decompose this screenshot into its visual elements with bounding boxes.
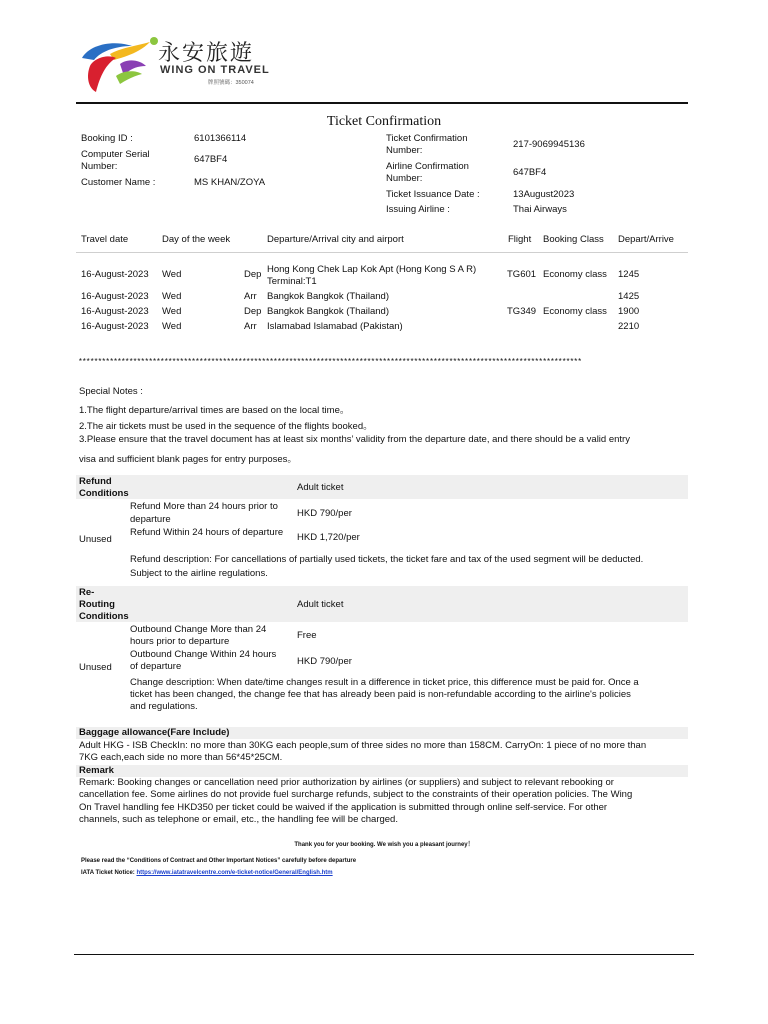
- issuing-airline-label: Issuing Airline :: [386, 204, 450, 215]
- col-header-route: Departure/Arrival city and airport: [267, 234, 404, 245]
- row-time: 1245: [618, 269, 640, 280]
- row-time: 1900: [618, 306, 640, 317]
- issuance-value: 13August2023: [513, 189, 575, 200]
- remark-text-continued: channels, such as telephone or email, etc., the handling fee will be charged.: [79, 814, 398, 825]
- ticket-conf-label-line1: Ticket Confirmation: [386, 133, 468, 144]
- row-day: Wed: [162, 291, 182, 302]
- col-header-class: Booking Class: [543, 234, 604, 245]
- page-title: Ticket Confirmation: [326, 114, 442, 129]
- airline-conf-label-line2: Number:: [386, 173, 423, 184]
- note-item-continued: visa and sufficient blank pages for entry purposes。: [79, 454, 297, 465]
- thank-you-note: Thank you for your booking. We wish you a pleasant journey！: [294, 842, 474, 848]
- baggage-text: Adult HKG - ISB CheckIn: no more than 30KG each people,sum of three sides no more than 158CM. CarryOn: 1 piece of no more than: [79, 740, 647, 751]
- row-day: Wed: [162, 321, 182, 332]
- rerouting-heading-line3: Conditions: [79, 611, 129, 622]
- row-route: Islamabad Islamabad (Pakistan): [267, 321, 403, 332]
- serial-label-line2: Number:: [81, 161, 118, 172]
- iata-notice-label: IATA Ticket Notice:: [81, 870, 137, 876]
- row-date: 16-August-2023: [81, 269, 149, 280]
- row-date: 16-August-2023: [81, 306, 149, 317]
- refund-fee-2: HKD 1,720/per: [297, 532, 360, 543]
- row-class: Economy class: [543, 306, 607, 317]
- refund-header-band: [76, 475, 688, 499]
- rerouting-header-band: [76, 586, 688, 622]
- airline-conf-value: 647BF4: [513, 167, 547, 178]
- row-route: Bangkok Bangkok (Thailand): [267, 306, 389, 317]
- iata-notice-link[interactable]: https://www.iatatravelcentre.com/e-ticket-notice/General/English.htm: [136, 870, 333, 876]
- col-header-day: Day of the week: [162, 234, 231, 245]
- refund-description-continued: Subject to the airline regulations.: [130, 568, 268, 579]
- refund-heading-line2: Conditions: [79, 488, 129, 499]
- row-time: 2210: [618, 321, 640, 332]
- row-type: Dep: [244, 269, 262, 280]
- rerouting-heading-line2: Routing: [79, 599, 115, 610]
- customer-label: Customer Name :: [81, 177, 156, 188]
- issuance-label: Ticket Issuance Date :: [386, 189, 480, 200]
- refund-description: Refund description: For cancellations of partially used tickets, the ticket fare and tax of the used segment will be deducted.: [130, 554, 644, 565]
- refund-fee-1: HKD 790/per: [297, 508, 352, 519]
- rerouting-rule-1: Outbound Change More than 24: [130, 624, 267, 635]
- change-description: Change description: When date/time changes result in a difference in ticket price, this difference must be paid for. Once a: [130, 677, 639, 688]
- rerouting-rule-2: Outbound Change Within 24 hours: [130, 649, 277, 660]
- refund-column-header: Adult ticket: [297, 482, 344, 493]
- airline-conf-label-line1: Airline Confirmation: [386, 161, 469, 172]
- change-description-continued: and regulations.: [130, 701, 198, 712]
- refund-rule-1-continued: departure: [130, 514, 171, 525]
- rerouting-status: Unused: [79, 662, 112, 673]
- wing-on-logo-icon: [80, 36, 160, 94]
- baggage-text-continued: 7KG each,each side no more than 56*45*25CM.: [79, 752, 283, 763]
- star-separator: *********************************************************************************************************************************: [78, 358, 582, 367]
- row-flight: TG349: [507, 306, 537, 317]
- rerouting-rule-1-continued: hours prior to departure: [130, 636, 230, 647]
- company-logo: [80, 36, 290, 96]
- note-item: 2.The air tickets must be used in the sequence of the flights booked。: [79, 421, 373, 432]
- rerouting-rule-2-continued: of departure: [130, 661, 182, 672]
- row-class: Economy class: [543, 269, 607, 280]
- notes-heading: Special Notes :: [79, 386, 143, 397]
- ticket-conf-label-line2: Number:: [386, 145, 423, 156]
- remark-header-band: [76, 765, 688, 777]
- iata-notice: [81, 870, 333, 876]
- remark-text-continued: cancellation fee. Some airlines do not provide fuel surcharge refunds, subject to the constraints of their operation policies. The Wing: [79, 789, 633, 800]
- booking-id-value: 6101366114: [194, 133, 247, 144]
- baggage-heading: Baggage allowance(Fare Include): [79, 727, 230, 738]
- row-date: 16-August-2023: [81, 291, 149, 302]
- serial-value: 647BF4: [194, 154, 228, 165]
- row-type: Arr: [244, 321, 257, 332]
- remark-heading: Remark: [79, 765, 114, 776]
- logo-chinese-text: 永安旅遊: [158, 41, 255, 66]
- booking-id-label: Booking ID :: [81, 133, 133, 144]
- remark-text-continued: On Travel handling fee HKD350 per ticket could be waived if the application is submitted through online self-service. For other: [79, 802, 608, 813]
- issuing-airline-value: Thai Airways: [513, 204, 567, 215]
- header-divider: [76, 102, 688, 104]
- note-item: 1.The flight departure/arrival times are based on the local time。: [79, 405, 350, 416]
- col-header-flight: Flight: [508, 234, 532, 245]
- logo-english-text: WING ON TRAVEL: [160, 64, 270, 76]
- row-route: Hong Kong Chek Lap Kok Apt (Hong Kong S A R): [267, 264, 477, 275]
- remark-text: Remark: Booking changes or cancellation need prior authorization by airlines (or suppliers) and subject to relevant rebooking or: [79, 777, 614, 788]
- row-flight: TG601: [507, 269, 537, 280]
- row-day: Wed: [162, 269, 182, 280]
- col-header-time: Depart/Arrive: [618, 234, 674, 245]
- change-description-continued: ticket has been changed, the change fee that has already been paid is non-refundable according to the airline's policies: [130, 689, 631, 700]
- row-day: Wed: [162, 306, 182, 317]
- row-type: Dep: [244, 306, 262, 317]
- refund-heading-line1: Refund: [79, 476, 112, 487]
- read-conditions-note: Please read the “Conditions of Contract and Other Important Notices” carefully before departure: [81, 858, 357, 864]
- row-route: Bangkok Bangkok (Thailand): [267, 291, 389, 302]
- footer-divider: [74, 954, 694, 955]
- licence-number: 牌照號碼：350074: [208, 80, 254, 86]
- serial-label-line1: Computer Serial: [81, 149, 150, 160]
- refund-rule-1: Refund More than 24 hours prior to: [130, 501, 278, 512]
- table-header-divider: [76, 252, 688, 253]
- rerouting-fee-1: Free: [297, 630, 317, 641]
- row-date: 16-August-2023: [81, 321, 149, 332]
- customer-value: MS KHAN/ZOYA: [194, 177, 266, 188]
- ticket-conf-value: 217-9069945136: [513, 139, 585, 150]
- row-time: 1425: [618, 291, 640, 302]
- rerouting-fee-2: HKD 790/per: [297, 656, 352, 667]
- row-type: Arr: [244, 291, 257, 302]
- row-route-terminal: Terminal:T1: [267, 276, 317, 287]
- rerouting-column-header: Adult ticket: [297, 599, 344, 610]
- rerouting-heading-line1: Re-: [79, 587, 95, 598]
- refund-status: Unused: [79, 534, 112, 545]
- note-item: 3.Please ensure that the travel document has at least six months’ validity from the departure date, and there should be a valid entry: [79, 434, 630, 445]
- refund-rule-2: Refund Within 24 hours of departure: [130, 527, 284, 538]
- col-header-date: Travel date: [81, 234, 129, 245]
